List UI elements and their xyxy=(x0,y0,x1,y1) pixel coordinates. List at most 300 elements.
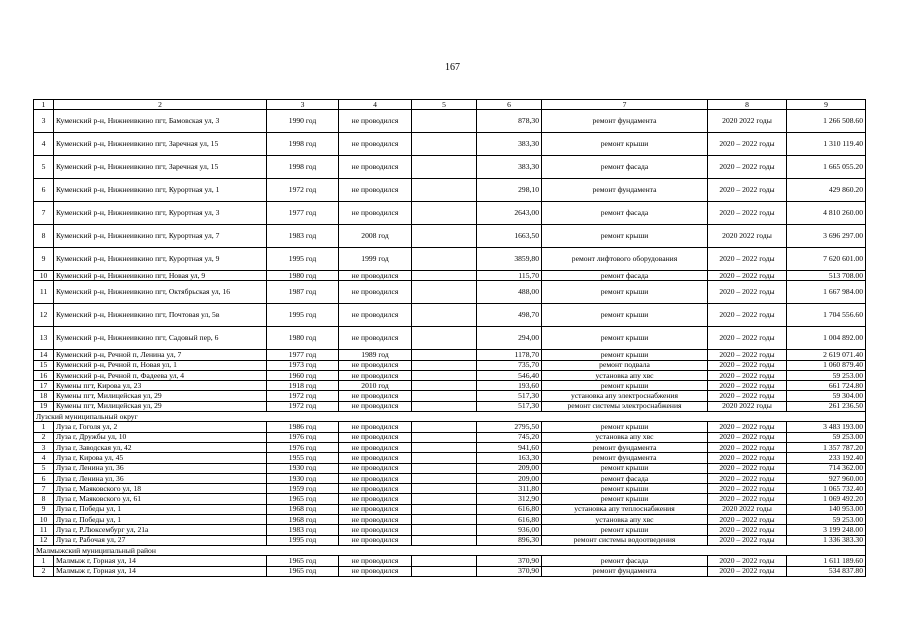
table-row xyxy=(34,422,866,432)
table-row xyxy=(34,156,866,179)
period-cell: 2020 – 2022 годы xyxy=(708,535,787,545)
construction-year-cell: 1965 год xyxy=(267,494,339,504)
last-repair-year-cell: не проводился xyxy=(339,304,412,327)
row-number-cell: 14 xyxy=(34,350,54,360)
construction-year-cell: 1959 год xyxy=(267,484,339,494)
work-type-cell: установка апу хвс xyxy=(542,515,708,525)
work-type-cell: ремонт системы электроснабжения xyxy=(542,401,708,411)
cost-cell: 1 266 508.60 xyxy=(787,110,866,133)
row-number-cell: 10 xyxy=(34,515,54,525)
table-row xyxy=(34,494,866,504)
period-cell: 2020 – 2022 годы xyxy=(708,248,787,271)
table-row xyxy=(34,525,866,535)
col-5-cell xyxy=(412,494,477,504)
address-cell: Луза г, Заводская ул, 42 xyxy=(54,442,267,452)
construction-year-cell: 1960 год xyxy=(267,370,339,380)
construction-year-cell: 1965 год xyxy=(267,556,339,566)
period-cell: 2020 – 2022 годы xyxy=(708,422,787,432)
table-row xyxy=(34,350,866,360)
cost-cell: 534 837.80 xyxy=(787,566,866,576)
area-cell: 488,00 xyxy=(477,281,542,304)
row-number-cell: 4 xyxy=(34,453,54,463)
construction-year-cell: 1983 год xyxy=(267,525,339,535)
area-cell: 878,30 xyxy=(477,110,542,133)
period-cell: 2020 2022 годы xyxy=(708,401,787,411)
period-cell: 2020 2022 годы xyxy=(708,225,787,248)
address-cell: Куменский р-н, Нижнеивкино пгт, Новая ул, 9 xyxy=(54,271,267,281)
work-type-cell: установка апу теплоснабжения xyxy=(542,504,708,514)
construction-year-cell: 1986 год xyxy=(267,422,339,432)
period-cell: 2020 – 2022 годы xyxy=(708,515,787,525)
col-5-cell xyxy=(412,110,477,133)
last-repair-year-cell: не проводился xyxy=(339,110,412,133)
table-row xyxy=(34,370,866,380)
cost-cell: 140 953.00 xyxy=(787,504,866,514)
address-cell: Куменский р-н, Нижнеивкино пгт, Садовый пер, 6 xyxy=(54,327,267,350)
row-number-cell: 12 xyxy=(34,304,54,327)
cost-cell: 1 069 492.20 xyxy=(787,494,866,504)
last-repair-year-cell: не проводился xyxy=(339,442,412,452)
last-repair-year-cell: не проводился xyxy=(339,473,412,483)
area-cell: 498,70 xyxy=(477,304,542,327)
area-cell: 294,00 xyxy=(477,327,542,350)
construction-year-cell: 1972 год xyxy=(267,179,339,202)
last-repair-year-cell: 1999 год xyxy=(339,248,412,271)
address-cell: Куменский р-н, Нижнеивкино пгт, Курортная ул, 1 xyxy=(54,179,267,202)
work-type-cell: ремонт крыши xyxy=(542,484,708,494)
area-cell: 209,00 xyxy=(477,473,542,483)
row-number-cell: 7 xyxy=(34,484,54,494)
work-type-cell: ремонт подвала xyxy=(542,360,708,370)
construction-year-cell: 1977 год xyxy=(267,350,339,360)
work-type-cell: ремонт крыши xyxy=(542,281,708,304)
cost-cell: 3 199 248.00 xyxy=(787,525,866,535)
last-repair-year-cell: не проводился xyxy=(339,281,412,304)
address-cell: Куменский р-н, Нижнеивкино пгт, Бамовская ул, 3 xyxy=(54,110,267,133)
row-number-cell: 9 xyxy=(34,504,54,514)
area-cell: 163,30 xyxy=(477,453,542,463)
cost-cell: 7 620 601.00 xyxy=(787,248,866,271)
table-row xyxy=(34,281,866,304)
area-cell: 517,30 xyxy=(477,401,542,411)
period-cell: 2020 – 2022 годы xyxy=(708,525,787,535)
work-type-cell: ремонт фундамента xyxy=(542,442,708,452)
address-cell: Луза г, Кирова ул, 45 xyxy=(54,453,267,463)
period-cell: 2020 – 2022 годы xyxy=(708,566,787,576)
cost-cell: 261 236.50 xyxy=(787,401,866,411)
construction-year-cell: 1930 год xyxy=(267,463,339,473)
header-cell: 2 xyxy=(54,100,267,110)
area-cell: 383,30 xyxy=(477,133,542,156)
cost-cell: 1 336 383.30 xyxy=(787,535,866,545)
construction-year-cell: 1976 год xyxy=(267,442,339,452)
col-5-cell xyxy=(412,515,477,525)
construction-year-cell: 1995 год xyxy=(267,304,339,327)
row-number-cell: 18 xyxy=(34,391,54,401)
construction-year-cell: 1980 год xyxy=(267,327,339,350)
work-type-cell: ремонт фасада xyxy=(542,271,708,281)
table-row xyxy=(34,401,866,411)
row-number-cell: 2 xyxy=(34,566,54,576)
col-5-cell xyxy=(412,156,477,179)
period-cell: 2020 2022 годы xyxy=(708,110,787,133)
area-cell: 941,60 xyxy=(477,442,542,452)
cost-cell: 1 004 892.00 xyxy=(787,327,866,350)
col-5-cell xyxy=(412,202,477,225)
table-row xyxy=(34,179,866,202)
period-cell: 2020 – 2022 годы xyxy=(708,202,787,225)
work-type-cell: ремонт крыши xyxy=(542,494,708,504)
address-cell: Куменский р-н, Нижнеивкино пгт, Октябрьская ул, 16 xyxy=(54,281,267,304)
table-row xyxy=(34,566,866,576)
table-row xyxy=(34,463,866,473)
construction-year-cell: 1976 год xyxy=(267,432,339,442)
period-cell: 2020 – 2022 годы xyxy=(708,179,787,202)
repair-program-table xyxy=(33,99,866,577)
construction-year-cell: 1995 год xyxy=(267,535,339,545)
col-5-cell xyxy=(412,401,477,411)
table-row xyxy=(34,535,866,545)
col-5-cell xyxy=(412,271,477,281)
construction-year-cell: 1998 год xyxy=(267,156,339,179)
construction-year-cell: 1973 год xyxy=(267,360,339,370)
work-type-cell: ремонт крыши xyxy=(542,327,708,350)
row-number-cell: 10 xyxy=(34,271,54,281)
work-type-cell: ремонт крыши xyxy=(542,133,708,156)
area-cell: 312,90 xyxy=(477,494,542,504)
cost-cell: 429 860.20 xyxy=(787,179,866,202)
address-cell: Кумены пгт, Кирова ул, 23 xyxy=(54,381,267,391)
period-cell: 2020 – 2022 годы xyxy=(708,271,787,281)
table-row xyxy=(34,473,866,483)
col-5-cell xyxy=(412,179,477,202)
col-5-cell xyxy=(412,422,477,432)
work-type-cell: ремонт лифтового оборудования xyxy=(542,248,708,271)
table-row xyxy=(34,515,866,525)
cost-cell: 1 667 984.00 xyxy=(787,281,866,304)
area-cell: 193,60 xyxy=(477,381,542,391)
row-number-cell: 13 xyxy=(34,327,54,350)
col-5-cell xyxy=(412,360,477,370)
section-title: Лузский муниципальный округ xyxy=(34,412,866,422)
row-number-cell: 4 xyxy=(34,133,54,156)
cost-cell: 233 192.40 xyxy=(787,453,866,463)
address-cell: Малмыж г, Горная ул, 14 xyxy=(54,566,267,576)
work-type-cell: ремонт крыши xyxy=(542,525,708,535)
cost-cell: 1 704 556.60 xyxy=(787,304,866,327)
area-cell: 936,00 xyxy=(477,525,542,535)
col-5-cell xyxy=(412,281,477,304)
address-cell: Куменский р-н, Нижнеивкино пгт, Курортная ул, 9 xyxy=(54,248,267,271)
row-number-cell: 6 xyxy=(34,179,54,202)
last-repair-year-cell: не проводился xyxy=(339,133,412,156)
col-5-cell xyxy=(412,504,477,514)
last-repair-year-cell: не проводился xyxy=(339,525,412,535)
address-cell: Луза г, Маяковского ул, 18 xyxy=(54,484,267,494)
address-cell: Куменский р-н, Нижнеивкино пгт, Курортная ул, 7 xyxy=(54,225,267,248)
header-cell: 6 xyxy=(477,100,542,110)
col-5-cell xyxy=(412,327,477,350)
work-type-cell: ремонт фасада xyxy=(542,156,708,179)
address-cell: Луза г, Победы ул, 1 xyxy=(54,515,267,525)
header-cell: 1 xyxy=(34,100,54,110)
area-cell: 616,80 xyxy=(477,504,542,514)
period-cell: 2020 – 2022 годы xyxy=(708,556,787,566)
construction-year-cell: 1980 год xyxy=(267,271,339,281)
period-cell: 2020 – 2022 годы xyxy=(708,304,787,327)
construction-year-cell: 1987 год xyxy=(267,281,339,304)
row-number-cell: 17 xyxy=(34,381,54,391)
cost-cell: 927 960.00 xyxy=(787,473,866,483)
last-repair-year-cell: не проводился xyxy=(339,504,412,514)
period-cell: 2020 – 2022 годы xyxy=(708,350,787,360)
row-number-cell: 7 xyxy=(34,202,54,225)
col-5-cell xyxy=(412,473,477,483)
construction-year-cell: 1918 год xyxy=(267,381,339,391)
col-5-cell xyxy=(412,484,477,494)
last-repair-year-cell: не проводился xyxy=(339,484,412,494)
col-5-cell xyxy=(412,432,477,442)
row-number-cell: 16 xyxy=(34,370,54,380)
address-cell: Луза г, Ленина ул, 36 xyxy=(54,463,267,473)
row-number-cell: 15 xyxy=(34,360,54,370)
cost-cell: 1 310 119.40 xyxy=(787,133,866,156)
area-cell: 735,70 xyxy=(477,360,542,370)
cost-cell: 1 611 189.60 xyxy=(787,556,866,566)
area-cell: 298,10 xyxy=(477,179,542,202)
cost-cell: 59 304.00 xyxy=(787,391,866,401)
header-cell: 4 xyxy=(339,100,412,110)
work-type-cell: ремонт фасада xyxy=(542,473,708,483)
address-cell: Куменский р-н, Речной п, Новая ул, 1 xyxy=(54,360,267,370)
cost-cell: 1 357 787.20 xyxy=(787,442,866,452)
cost-cell: 4 810 260.00 xyxy=(787,202,866,225)
last-repair-year-cell: не проводился xyxy=(339,556,412,566)
address-cell: Луза г, Ленина ул, 36 xyxy=(54,473,267,483)
address-cell: Куменский р-н, Нижнеивкино пгт, Заречная ул, 15 xyxy=(54,156,267,179)
table-row xyxy=(34,432,866,442)
area-cell: 370,90 xyxy=(477,556,542,566)
table-row xyxy=(34,381,866,391)
area-cell: 546,40 xyxy=(477,370,542,380)
cost-cell: 59 253.00 xyxy=(787,432,866,442)
construction-year-cell: 1995 год xyxy=(267,248,339,271)
construction-year-cell: 1965 год xyxy=(267,566,339,576)
last-repair-year-cell: не проводился xyxy=(339,566,412,576)
row-number-cell: 3 xyxy=(34,442,54,452)
cost-cell: 59 253.00 xyxy=(787,515,866,525)
area-cell: 1178,70 xyxy=(477,350,542,360)
work-type-cell: ремонт системы водоотведения xyxy=(542,535,708,545)
period-cell: 2020 – 2022 годы xyxy=(708,391,787,401)
table-row xyxy=(34,391,866,401)
period-cell: 2020 – 2022 годы xyxy=(708,473,787,483)
cost-cell: 1 065 732.40 xyxy=(787,484,866,494)
area-cell: 115,70 xyxy=(477,271,542,281)
address-cell: Луза г, Маяковского ул, 61 xyxy=(54,494,267,504)
row-number-cell: 8 xyxy=(34,494,54,504)
col-5-cell xyxy=(412,133,477,156)
construction-year-cell: 1990 год xyxy=(267,110,339,133)
row-number-cell: 1 xyxy=(34,556,54,566)
cost-cell: 513 708.00 xyxy=(787,271,866,281)
last-repair-year-cell: не проводился xyxy=(339,156,412,179)
header-cell: 9 xyxy=(787,100,866,110)
row-number-cell: 5 xyxy=(34,156,54,179)
work-type-cell: ремонт фундамента xyxy=(542,566,708,576)
period-cell: 2020 – 2022 годы xyxy=(708,327,787,350)
work-type-cell: ремонт фасада xyxy=(542,202,708,225)
address-cell: Куменский р-н, Нижнеивкино пгт, Курортная ул, 3 xyxy=(54,202,267,225)
row-number-cell: 12 xyxy=(34,535,54,545)
col-5-cell xyxy=(412,525,477,535)
work-type-cell: ремонт фундамента xyxy=(542,179,708,202)
col-5-cell xyxy=(412,535,477,545)
section-row xyxy=(34,545,866,555)
last-repair-year-cell: не проводился xyxy=(339,271,412,281)
last-repair-year-cell: 2008 год xyxy=(339,225,412,248)
cost-cell: 59 253.00 xyxy=(787,370,866,380)
table-row xyxy=(34,360,866,370)
row-number-cell: 1 xyxy=(34,422,54,432)
header-cell: 8 xyxy=(708,100,787,110)
work-type-cell: ремонт крыши xyxy=(542,350,708,360)
area-cell: 517,30 xyxy=(477,391,542,401)
table-header-row xyxy=(34,100,866,110)
area-cell: 1663,50 xyxy=(477,225,542,248)
address-cell: Луза г, Р.Люксембург ул, 21а xyxy=(54,525,267,535)
period-cell: 2020 – 2022 годы xyxy=(708,453,787,463)
area-cell: 383,30 xyxy=(477,156,542,179)
period-cell: 2020 – 2022 годы xyxy=(708,442,787,452)
col-5-cell xyxy=(412,391,477,401)
period-cell: 2020 – 2022 годы xyxy=(708,360,787,370)
work-type-cell: ремонт крыши xyxy=(542,463,708,473)
address-cell: Луза г, Победы ул, 1 xyxy=(54,504,267,514)
construction-year-cell: 1983 год xyxy=(267,225,339,248)
period-cell: 2020 – 2022 годы xyxy=(708,381,787,391)
table-row xyxy=(34,202,866,225)
work-type-cell: установка апу хвс xyxy=(542,370,708,380)
table-row xyxy=(34,248,866,271)
header-cell: 5 xyxy=(412,100,477,110)
row-number-cell: 5 xyxy=(34,463,54,473)
work-type-cell: ремонт крыши xyxy=(542,422,708,432)
work-type-cell: установка апу хвс xyxy=(542,432,708,442)
row-number-cell: 9 xyxy=(34,248,54,271)
last-repair-year-cell: не проводился xyxy=(339,391,412,401)
table-row xyxy=(34,110,866,133)
work-type-cell: установка апу электроснабжения xyxy=(542,391,708,401)
area-cell: 616,80 xyxy=(477,515,542,525)
row-number-cell: 3 xyxy=(34,110,54,133)
table-row xyxy=(34,556,866,566)
address-cell: Кумены пгт, Милицейская ул, 29 xyxy=(54,401,267,411)
construction-year-cell: 1968 год xyxy=(267,515,339,525)
row-number-cell: 19 xyxy=(34,401,54,411)
area-cell: 311,80 xyxy=(477,484,542,494)
col-5-cell xyxy=(412,225,477,248)
last-repair-year-cell: не проводился xyxy=(339,453,412,463)
cost-cell: 2 619 071.40 xyxy=(787,350,866,360)
last-repair-year-cell: не проводился xyxy=(339,327,412,350)
last-repair-year-cell: не проводился xyxy=(339,202,412,225)
table-row xyxy=(34,484,866,494)
work-type-cell: ремонт фундамента xyxy=(542,110,708,133)
cost-cell: 3 483 193.00 xyxy=(787,422,866,432)
cost-cell: 1 665 055.20 xyxy=(787,156,866,179)
address-cell: Куменский р-н, Нижнеивкино пгт, Заречная ул, 15 xyxy=(54,133,267,156)
period-cell: 2020 – 2022 годы xyxy=(708,156,787,179)
period-cell: 2020 2022 годы xyxy=(708,504,787,514)
col-5-cell xyxy=(412,453,477,463)
address-cell: Луза г, Дружбы ул, 10 xyxy=(54,432,267,442)
period-cell: 2020 – 2022 годы xyxy=(708,432,787,442)
construction-year-cell: 1977 год xyxy=(267,202,339,225)
address-cell: Малмыж г, Горная ул, 14 xyxy=(54,556,267,566)
cost-cell: 661 724.80 xyxy=(787,381,866,391)
address-cell: Куменский р-н, Речной п, Ленина ул, 7 xyxy=(54,350,267,360)
table-row xyxy=(34,304,866,327)
cost-cell: 1 060 879.40 xyxy=(787,360,866,370)
header-cell: 3 xyxy=(267,100,339,110)
period-cell: 2020 – 2022 годы xyxy=(708,484,787,494)
construction-year-cell: 1998 год xyxy=(267,133,339,156)
row-number-cell: 11 xyxy=(34,281,54,304)
table-row xyxy=(34,225,866,248)
last-repair-year-cell: не проводился xyxy=(339,179,412,202)
table-row xyxy=(34,453,866,463)
area-cell: 2795,50 xyxy=(477,422,542,432)
row-number-cell: 8 xyxy=(34,225,54,248)
last-repair-year-cell: 2010 год xyxy=(339,381,412,391)
table-row xyxy=(34,133,866,156)
address-cell: Куменский р-н, Нижнеивкино пгт, Почтовая ул, 5в xyxy=(54,304,267,327)
period-cell: 2020 – 2022 годы xyxy=(708,463,787,473)
col-5-cell xyxy=(412,304,477,327)
table-row xyxy=(34,442,866,452)
last-repair-year-cell: не проводился xyxy=(339,432,412,442)
area-cell: 2643,00 xyxy=(477,202,542,225)
work-type-cell: ремонт фасада xyxy=(542,556,708,566)
construction-year-cell: 1930 год xyxy=(267,473,339,483)
area-cell: 745,20 xyxy=(477,432,542,442)
section-title: Малмыжский муниципальный район xyxy=(34,545,866,555)
row-number-cell: 11 xyxy=(34,525,54,535)
period-cell: 2020 – 2022 годы xyxy=(708,370,787,380)
col-5-cell xyxy=(412,350,477,360)
col-5-cell xyxy=(412,370,477,380)
table-row xyxy=(34,327,866,350)
last-repair-year-cell: не проводился xyxy=(339,515,412,525)
address-cell: Луза г, Гоголя ул, 2 xyxy=(54,422,267,432)
row-number-cell: 2 xyxy=(34,432,54,442)
col-5-cell xyxy=(412,556,477,566)
construction-year-cell: 1968 год xyxy=(267,504,339,514)
work-type-cell: ремонт крыши xyxy=(542,381,708,391)
area-cell: 896,30 xyxy=(477,535,542,545)
work-type-cell: ремонт крыши xyxy=(542,225,708,248)
work-type-cell: ремонт крыши xyxy=(542,304,708,327)
last-repair-year-cell: не проводился xyxy=(339,360,412,370)
last-repair-year-cell: не проводился xyxy=(339,494,412,504)
cost-cell: 714 362.00 xyxy=(787,463,866,473)
construction-year-cell: 1955 год xyxy=(267,453,339,463)
period-cell: 2020 – 2022 годы xyxy=(708,281,787,304)
address-cell: Луза г, Рабочая ул, 27 xyxy=(54,535,267,545)
section-row xyxy=(34,412,866,422)
col-5-cell xyxy=(412,248,477,271)
